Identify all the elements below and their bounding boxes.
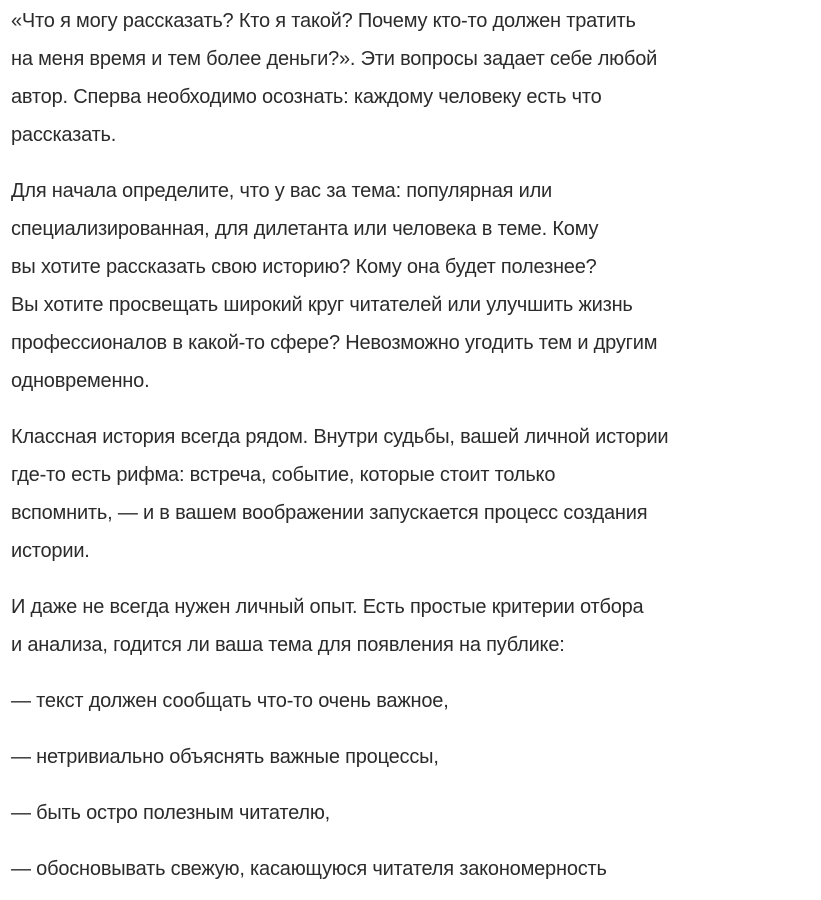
paragraph-line: где-то есть рифма: встреча, событие, которые стоит только: [11, 464, 556, 486]
paragraph-line: истории.: [11, 540, 90, 562]
paragraph-line: профессионалов в какой-то сфере? Невозможно угодить тем и другим: [11, 332, 658, 354]
paragraph-criteria-intro: [11, 588, 816, 664]
paragraph-topic: [11, 172, 816, 400]
criteria-item: — текст должен сообщать что-то очень важное,: [11, 690, 449, 712]
article-body: [11, 0, 816, 888]
paragraph-intro: [11, 0, 816, 154]
paragraph-line: одновременно.: [11, 370, 150, 392]
paragraph-line: Вы хотите просвещать широкий круг читателей или улучшить жизнь: [11, 294, 633, 316]
criteria-list: [11, 682, 816, 888]
paragraph-line: автор. Сперва необходимо осознать: каждому человеку есть что: [11, 86, 602, 108]
paragraph-line: Для начала определите, что у вас за тема: популярная или: [11, 180, 553, 202]
paragraph-line: специализированная, для дилетанта или человека в теме. Кому: [11, 218, 599, 240]
criteria-item: — быть остро полезным читателю,: [11, 802, 331, 824]
paragraph-line: Классная история всегда рядом. Внутри судьбы, вашей личной истории: [11, 426, 669, 448]
paragraph-story: [11, 418, 816, 570]
paragraph-line: вы хотите рассказать свою историю? Кому она будет полезнее?: [11, 256, 597, 278]
criteria-item: — обосновывать свежую, касающуюся читателя закономерность: [11, 858, 607, 880]
paragraph-line: на меня время и тем более деньги?». Эти вопросы задает себе любой: [11, 48, 658, 70]
paragraph-line: и анализа, годится ли ваша тема для появления на публике:: [11, 634, 565, 656]
paragraph-line: вспомнить, — и в вашем воображении запускается процесс создания: [11, 502, 648, 524]
criteria-item: — нетривиально объяснять важные процессы,: [11, 746, 439, 768]
paragraph-line: рассказать.: [11, 124, 117, 146]
paragraph-line: И даже не всегда нужен личный опыт. Есть простые критерии отбора: [11, 596, 644, 618]
paragraph-line: «Что я могу рассказать? Кто я такой? Почему кто-то должен тратить: [11, 10, 636, 32]
